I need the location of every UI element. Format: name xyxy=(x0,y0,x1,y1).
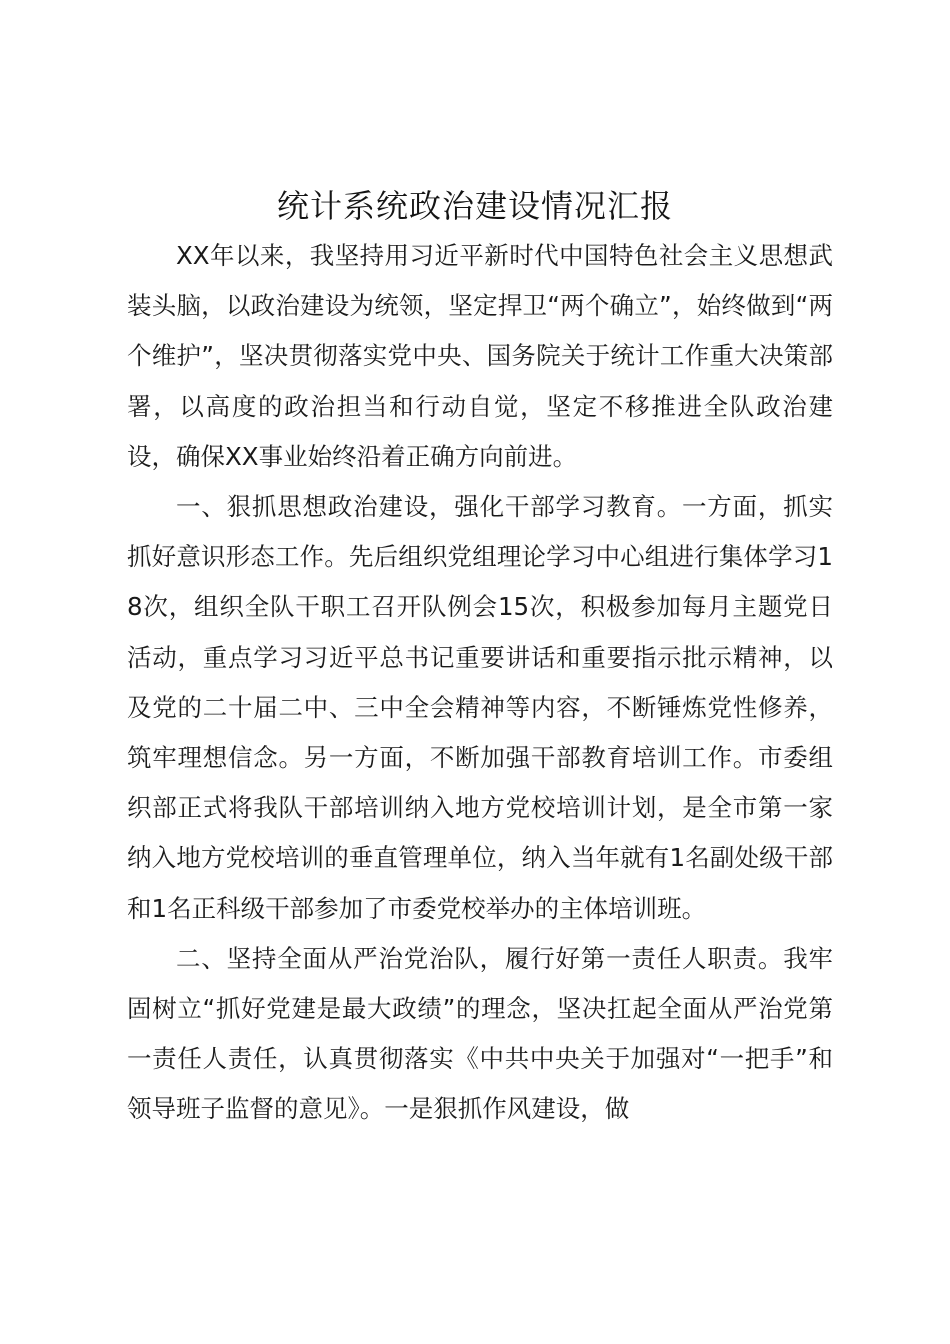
document-title: 统计系统政治建设情况汇报 xyxy=(276,187,673,225)
paragraph-intro: XX年以来，我坚持用习近平新时代中国特色社会主义思想武装头脑，以政治建设为统领，坚定捍卫“两个确立”，始终做到“两个维护”，坚决贯彻落实党中央、国务院关于统计工作重大决策部署，以高度的政治担当和行动自觉，坚定不移推进全队政治建设，确保XX事业始终沿着正确方向前进。 xyxy=(127,241,833,471)
paragraph-section-two: 二、坚持全面从严治党治队，履行好第一责任人职责。我牢固树立“抓好党建是最大政绩”的理念，坚决扛起全面从严治党第一责任人责任，认真贯彻落实《中共中央关于加强对“一把手”和领导班子监督的意见》。一是狠抓作风建设，做 xyxy=(127,943,833,1124)
paragraph-section-one: 一、狠抓思想政治建设，强化干部学习教育。一方面，抓实抓好意识形态工作。先后组织党组理论学习中心组进行集体学习18次，组织全队干职工召开队例会15次，积极参加每月主题党日活动，重点学习习近平总书记重要讲话和重要指示批示精神，以及党的二十届二中、三中全会精神等内容，不断锤炼党性修养，筑牢理想信念。另一方面，不断加强干部教育培训工作。市委组织部正式将我队干部培训纳入地方党校培训计划，是全市第一家纳入地方党校培训的垂直管理单位，纳入当年就有1名副处级干部和1名正科级干部参加了市委党校举办的主体培训班。 xyxy=(127,492,833,923)
document-body xyxy=(127,231,833,1135)
